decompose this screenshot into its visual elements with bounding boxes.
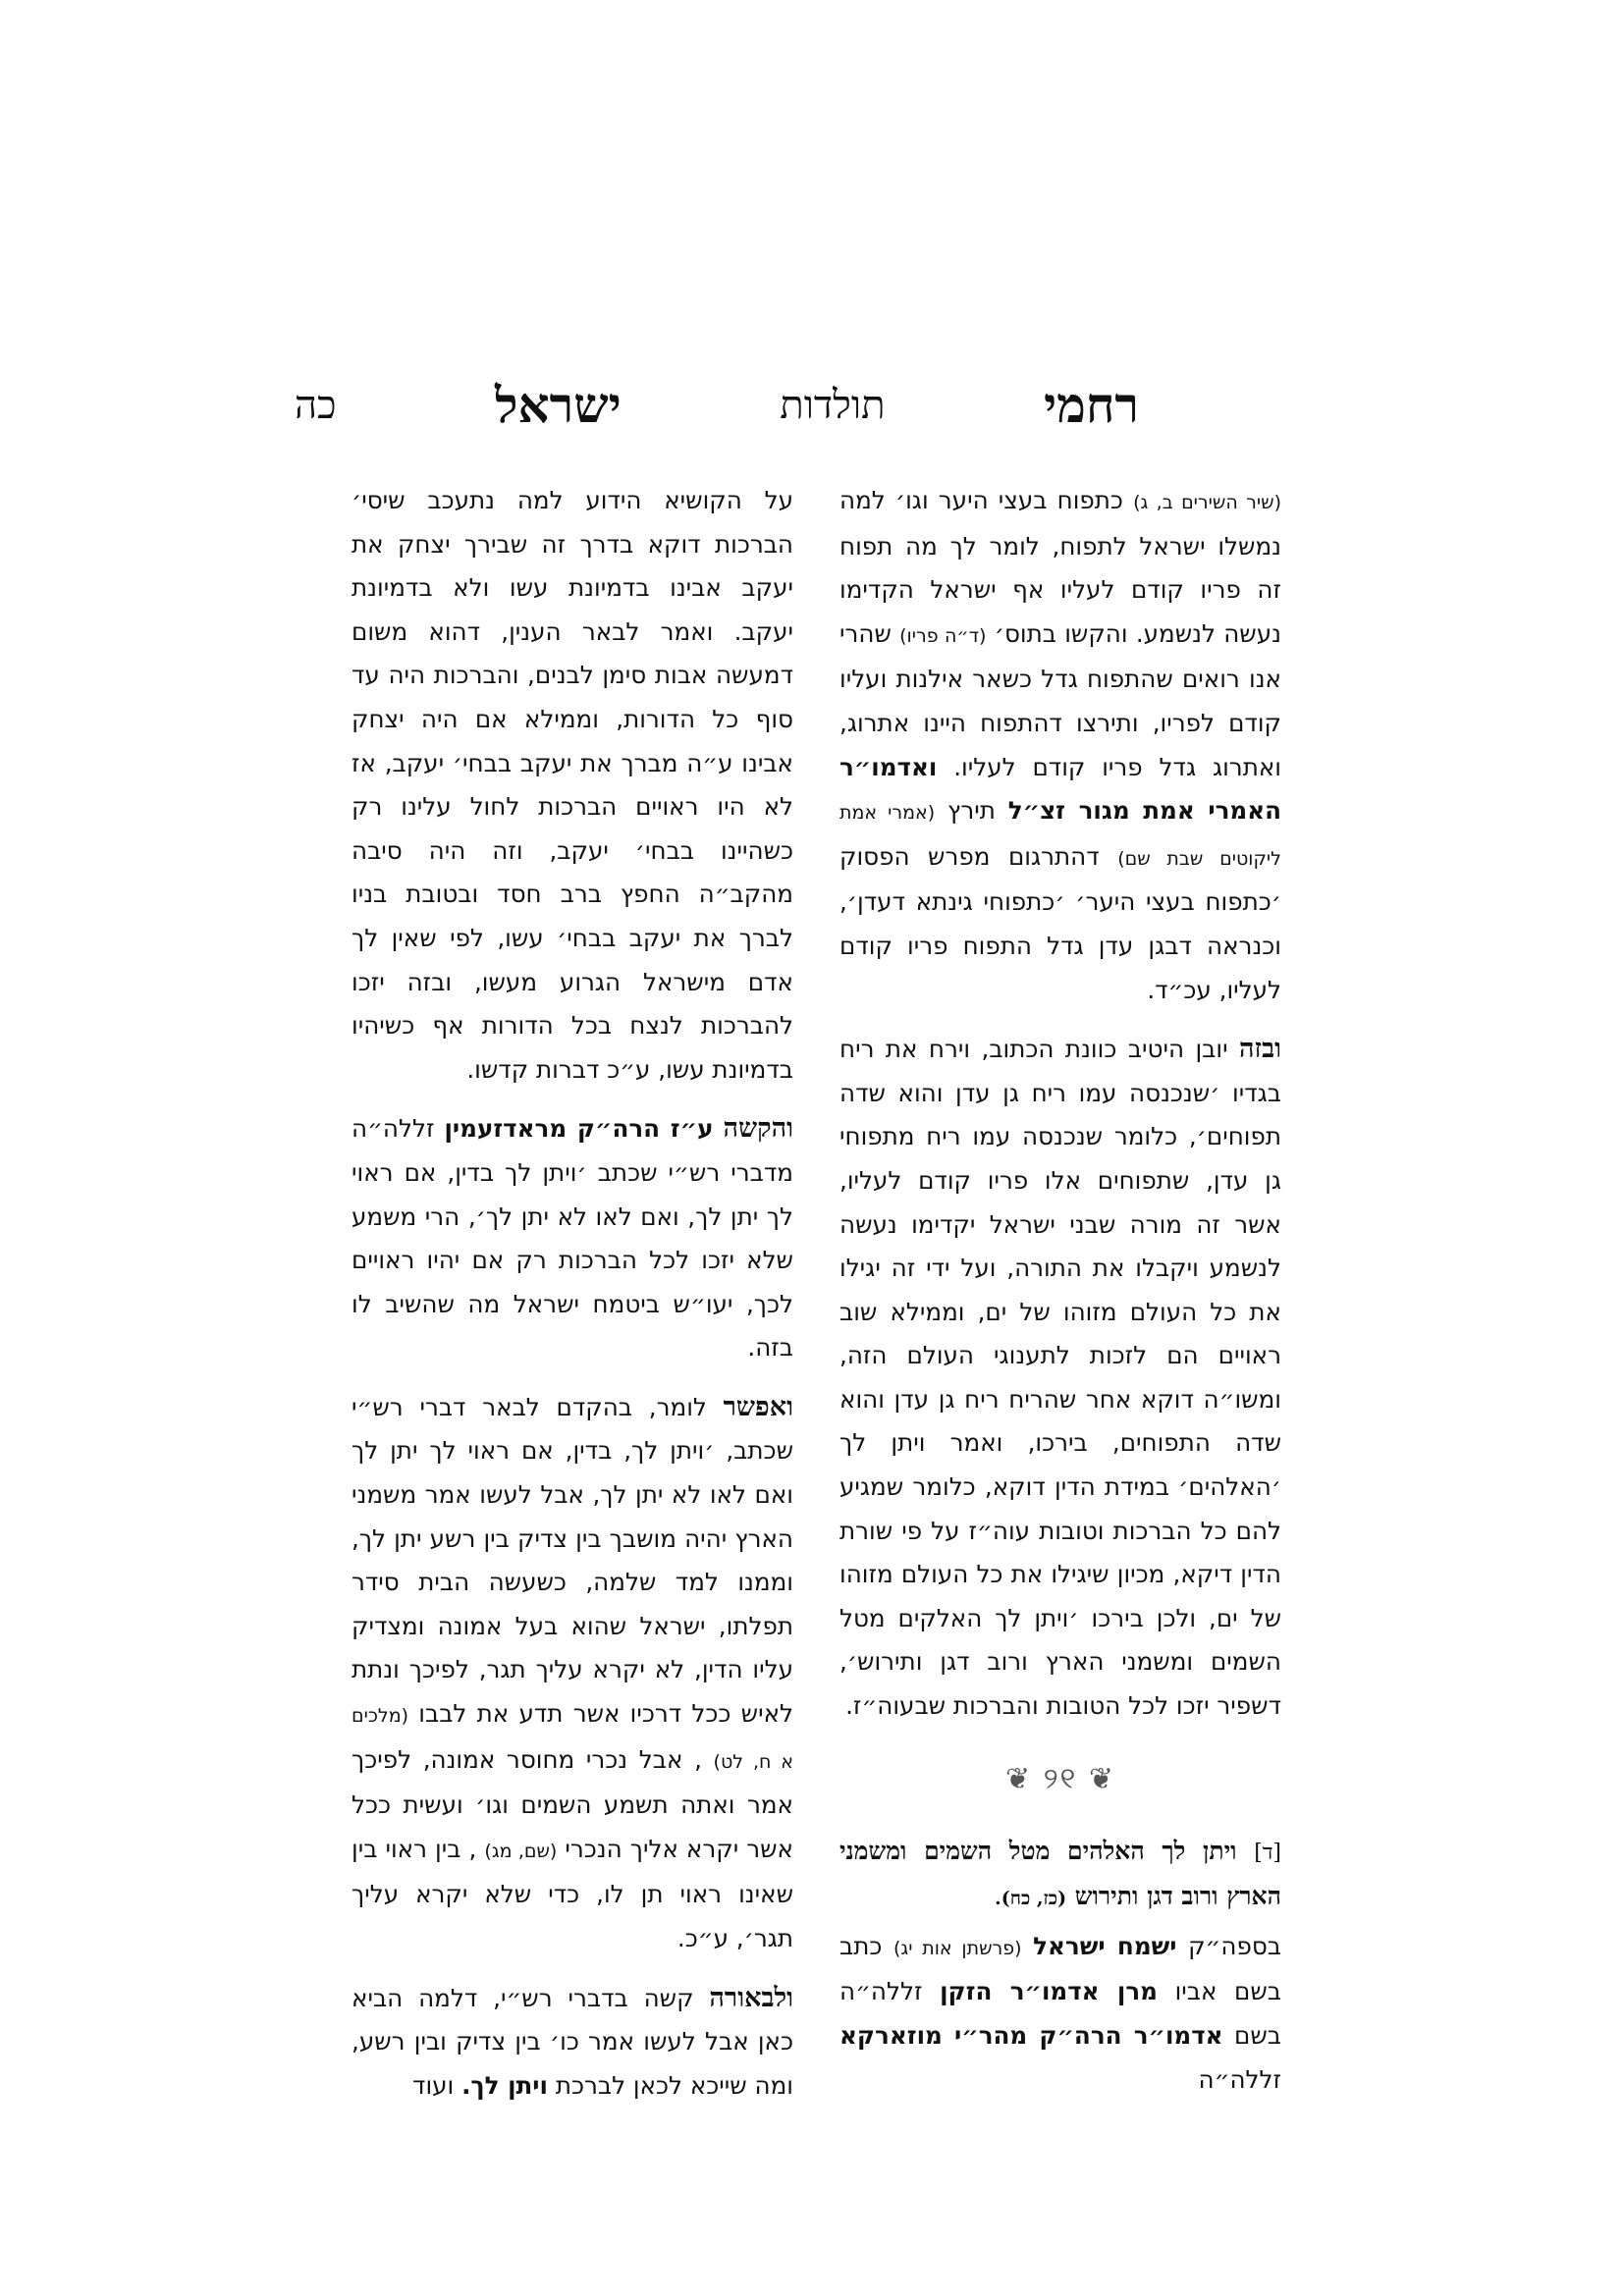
citation: (ד״ה פריו) <box>899 624 987 647</box>
left-column <box>352 479 793 2123</box>
bold-name: מרן אדמו״ר הזקן <box>940 1977 1158 2006</box>
citation: (פרשתן אות יג) <box>893 1937 1022 1959</box>
running-title-center: תולדות <box>780 382 886 428</box>
right-column <box>839 479 1281 2117</box>
bold-name: ישמח ישראל <box>1033 1931 1177 1960</box>
bold-name: ואדמו״ר האמרי אמת מגור זצ״ל <box>839 752 1281 826</box>
paragraph-text: , אבל נכרי מחוסר אמונה, לפיכך אמר ואתה תשמע השמים וגו׳ ועשית ככל אשר יקרא אליך הנכרי <box>352 1744 793 1863</box>
lead-word: ואפשר <box>723 1391 793 1422</box>
running-title-left: ישראל <box>495 375 622 434</box>
paragraph-ubazeh <box>839 1028 1281 1729</box>
citation: (שם, מג) <box>484 1840 558 1862</box>
citation: (כז, כח). <box>995 1888 1067 1910</box>
citation: (מלכים א ח, לט) <box>352 1705 793 1773</box>
paragraph-velichora <box>352 1977 793 2109</box>
running-title-right: רחמי <box>1044 375 1139 434</box>
paragraph-text: על הקושיא הידוע למה נתעכב שיסי׳ הברכות דוקא בדרך זה שבירך יצחק את יעקב אבינו בדמיונת עשו ולא בדמיונת יעקב. ואמר לבאר הענין, דהוא משום דמעשה אבות סימן לבנים, והברכות היה עד סוף כל הדורות, וממילא אם היה יצחק אבינו ע״ה מברך את יעקב בבחי׳ יעקב, אז לא היו ראויים הברכות לחול עלינו רק כשהיינו בבחי׳ יעקב, וזה היה סיבה מהקב״ה החפץ ברב חסד ובטובת בניו לברך את יעקב בבחי׳ עשו, לפי שאין לך אדם מישראל הגרוע מעשו, ובזה יזכו להברכות לנצח בכל הדורות אף כשיהיו בדמיונת עשו, ע״כ דברות קדשו. <box>352 486 793 1084</box>
page-number: כה <box>295 382 337 428</box>
lead-word: ולבאורה <box>709 1982 793 2013</box>
paragraph-text: קשה בדברי רש״י, דלמה הביא כאן אבל לעשו אמר כו׳ בין צדיק ובין רשע, ומה שייכא לכאן לברכת <box>352 1983 793 2100</box>
paragraph-text: כתב בשם אביו <box>839 1931 1281 2006</box>
section-title: ויתן לך האלהים מטל השמים ומשמני הארץ ורוב דגן ותירוש <box>839 1836 1281 1911</box>
paragraph-kushya <box>352 479 793 1092</box>
ornament-divider: ❦ ୨୧ ❦ <box>1005 1761 1115 1796</box>
paragraph-text: זללה״ה בשם <box>839 1977 1281 2050</box>
bold-name: ע״ז הרה״ק מראדזעמין <box>444 1114 714 1144</box>
paragraph-yismach <box>839 1925 1281 2102</box>
paragraph-text: יובן היטיב כוונת הכתוב, וירח את ריח בגדיו ׳שנכנסה עמו ריח גן עדן והוא שדה תפוחים׳, כלומר שנכנסה עמו ריח מתפוחי גן עדן, שתפוחים אלו פריו קודם לעליו, אשר זה מורה שבני ישראל יקדימו נעשה לנשמע ויקבלו את התורה, ועל ידי זה יגילו את כל העולם מזוהו של ים, וממילא שוב ראויים הם לזכות לתענוגי העולם הזה, ומשו״ה דוקא אחר שהריח ריח גן עדן והוא שדה התפוחים, בירכו, ואמר ויתן לך ׳האלהים׳ במידת הדין דוקא, כלומר שמגיע להם כל הברכות וטובות עוה״ז על פי שורת הדין דיקא, מכיון שיגילו את כל העולם מזוהו של ים, ולכן בירכו ׳ויתן לך האלקים מטל השמים ומשמני הארץ ורוב דגן ותירוש׳, דשפיר יזכו לכל הטובות והברכות שבעוה״ז. <box>839 1035 1281 1721</box>
paragraph-text: כתפוח בעצי היער וגו׳ למה נמשלו ישראל לתפוח, לומר לך מה תפוח זה פריו קודם לעליו אף ישראל הקדימו נעשה לנשמע. והקשו בתוס׳ <box>839 486 1281 648</box>
bold-name: אדמו״ר הרה״ק מהר״י מוזארקא <box>839 2021 1223 2050</box>
paragraph-text: בספה״ק <box>1188 1931 1281 1960</box>
citation: (אמרי אמת ליקוטים שבת שם) <box>839 802 1281 870</box>
paragraph-text: תירץ <box>947 796 996 826</box>
paragraph-text: שהרי אנו רואים שהתפוח גדל כשאר אילנות ועליו קודם לפריו, ותירצו דהתפוח היינו אתרוג, ואתרוג גדל פריו קודם לעליו. <box>839 618 1281 781</box>
lead-word: ובזה <box>1239 1034 1281 1065</box>
citation: (שיר השירים ב, ג) <box>1133 492 1281 513</box>
paragraph-vehikshah <box>352 1107 793 1370</box>
paragraph-text: לומר, בהקדם לבאר דברי רש״י שכתב, ׳ויתן לך, בדין, אם ראוי לך יתן לך ואם לאו לא יתן לך, אבל לעשו אמר משמני הארץ יהיה מושבך בין צדיק בין רשע יתן לך, וממנו למד שלמה, כשעשה הבית סידר תפלתו, ישראל שהוא בעל אמונה ומצדיק עליו הדין, לא יקרא עליך תגר, לפיכך ונתת לאיש ככל דרכיו אשר תדע את לבבו <box>352 1392 794 1729</box>
paragraph-text: זללה״ה מדברי רש״י שכתב ׳ויתן לך בדין, אם ראוי לך יתן לך, ואם לאו לא יתן לך׳, הרי משמע שלא יזכו לכל הברכות רק אם יהיו ראויים לכך, יעו״ש ביטמח ישראל מה שהשיב לו בזה. <box>352 1114 793 1362</box>
bold-name: ויתן לך. <box>461 2070 548 2100</box>
paragraph-text: זללה״ה <box>1198 2064 1281 2094</box>
paragraph-text: ועוד <box>412 2070 455 2100</box>
paragraph-veefshar <box>352 1386 793 1961</box>
section-number: [ד] <box>1254 1840 1281 1865</box>
lead-word: והקשה <box>723 1113 794 1145</box>
paragraph-text: דהתרגום מפרש הפסוק ׳כתפוח בעצי היער׳ ׳כתפוחי גינתא דעדן׳, וכנראה דבגן עדן גדל התפוח פריו קודם לעליו, עכ״ד. <box>839 841 1281 1004</box>
section-heading <box>839 1830 1281 1921</box>
page-header <box>295 365 1139 444</box>
paragraph-tapuach <box>839 479 1281 1012</box>
paragraph-text: , בין ראוי בין שאינו ראוי תן לו, כדי שלא יקרא עליך תגר׳, ע״כ. <box>352 1834 793 1952</box>
